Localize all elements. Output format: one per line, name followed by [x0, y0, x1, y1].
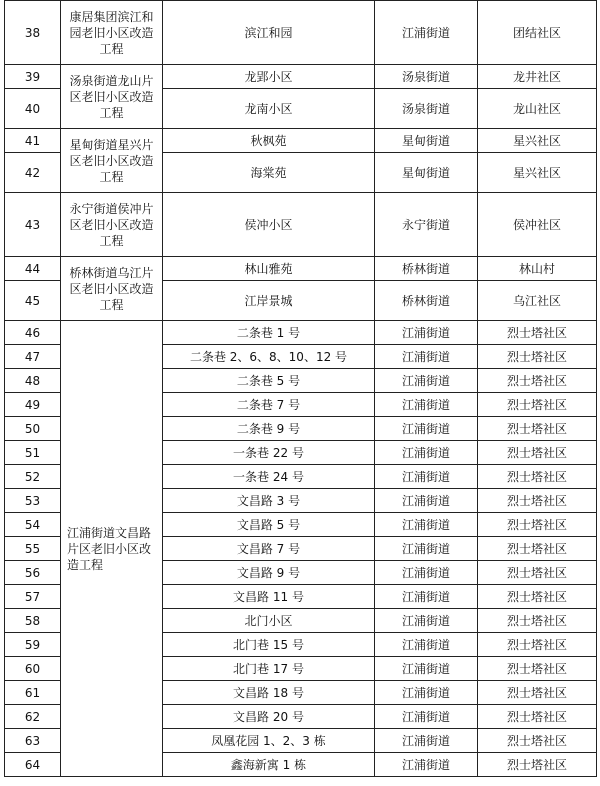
row-number: 45: [5, 281, 61, 321]
community-name: 二条巷 2、6、8、10、12 号: [163, 345, 375, 369]
street-name: 江浦街道: [375, 561, 478, 585]
community-name: 北门小区: [163, 609, 375, 633]
neighborhood-name: 烈士塔社区: [478, 369, 597, 393]
street-name: 永宁街道: [375, 193, 478, 257]
community-name: 二条巷 7 号: [163, 393, 375, 417]
community-name: 二条巷 9 号: [163, 417, 375, 441]
neighborhood-name: 烈士塔社区: [478, 633, 597, 657]
project-name: 康居集团滨江和园老旧小区改造工程: [61, 1, 163, 65]
row-number: 40: [5, 89, 61, 129]
street-name: 江浦街道: [375, 345, 478, 369]
community-name: 滨江和园: [163, 1, 375, 65]
community-name: 凤凰花园 1、2、3 栋: [163, 729, 375, 753]
row-number: 59: [5, 633, 61, 657]
row-number: 39: [5, 65, 61, 89]
neighborhood-name: 烈士塔社区: [478, 465, 597, 489]
community-name: 北门巷 15 号: [163, 633, 375, 657]
project-table-page: [4, 0, 596, 777]
street-name: 江浦街道: [375, 393, 478, 417]
community-name: 龙郢小区: [163, 65, 375, 89]
project-name: 汤泉街道龙山片区老旧小区改造工程: [61, 65, 163, 129]
row-number: 42: [5, 153, 61, 193]
neighborhood-name: 团结社区: [478, 1, 597, 65]
neighborhood-name: 烈士塔社区: [478, 729, 597, 753]
neighborhood-name: 龙山社区: [478, 89, 597, 129]
community-name: 北门巷 17 号: [163, 657, 375, 681]
community-name: 海棠苑: [163, 153, 375, 193]
community-name: 文昌路 11 号: [163, 585, 375, 609]
community-name: 二条巷 5 号: [163, 369, 375, 393]
community-name: 文昌路 5 号: [163, 513, 375, 537]
row-number: 50: [5, 417, 61, 441]
street-name: 江浦街道: [375, 609, 478, 633]
row-number: 46: [5, 321, 61, 345]
neighborhood-name: 烈士塔社区: [478, 537, 597, 561]
street-name: 汤泉街道: [375, 89, 478, 129]
street-name: 桥林街道: [375, 257, 478, 281]
row-number: 53: [5, 489, 61, 513]
row-number: 63: [5, 729, 61, 753]
row-number: 43: [5, 193, 61, 257]
row-number: 38: [5, 1, 61, 65]
street-name: 江浦街道: [375, 465, 478, 489]
row-number: 64: [5, 753, 61, 777]
project-name: 江浦街道文昌路片区老旧小区改造工程: [61, 321, 163, 777]
street-name: 江浦街道: [375, 753, 478, 777]
community-name: 秋枫苑: [163, 129, 375, 153]
street-name: 桥林街道: [375, 281, 478, 321]
neighborhood-name: 烈士塔社区: [478, 609, 597, 633]
table-row: [5, 129, 597, 153]
neighborhood-name: 烈士塔社区: [478, 561, 597, 585]
project-name: 星甸街道星兴片区老旧小区改造工程: [61, 129, 163, 193]
community-name: 江岸景城: [163, 281, 375, 321]
street-name: 江浦街道: [375, 369, 478, 393]
table-body: [5, 1, 597, 777]
neighborhood-name: 烈士塔社区: [478, 585, 597, 609]
community-name: 龙南小区: [163, 89, 375, 129]
row-number: 48: [5, 369, 61, 393]
neighborhood-name: 乌江社区: [478, 281, 597, 321]
street-name: 江浦街道: [375, 729, 478, 753]
community-name: 鑫海新寓 1 栋: [163, 753, 375, 777]
row-number: 56: [5, 561, 61, 585]
neighborhood-name: 烈士塔社区: [478, 441, 597, 465]
neighborhood-name: 烈士塔社区: [478, 393, 597, 417]
row-number: 61: [5, 681, 61, 705]
table-row: [5, 257, 597, 281]
row-number: 57: [5, 585, 61, 609]
table-row: [5, 193, 597, 257]
neighborhood-name: 烈士塔社区: [478, 681, 597, 705]
neighborhood-name: 星兴社区: [478, 129, 597, 153]
community-name: 林山雅苑: [163, 257, 375, 281]
neighborhood-name: 林山村: [478, 257, 597, 281]
street-name: 江浦街道: [375, 441, 478, 465]
neighborhood-name: 烈士塔社区: [478, 321, 597, 345]
table-row: [5, 1, 597, 65]
street-name: 江浦街道: [375, 1, 478, 65]
street-name: 江浦街道: [375, 417, 478, 441]
neighborhood-name: 烈士塔社区: [478, 705, 597, 729]
community-name: 文昌路 7 号: [163, 537, 375, 561]
community-name: 文昌路 18 号: [163, 681, 375, 705]
street-name: 江浦街道: [375, 321, 478, 345]
street-name: 汤泉街道: [375, 65, 478, 89]
table-row: [5, 65, 597, 89]
community-name: 一条巷 24 号: [163, 465, 375, 489]
row-number: 62: [5, 705, 61, 729]
row-number: 58: [5, 609, 61, 633]
neighborhood-name: 烈士塔社区: [478, 657, 597, 681]
row-number: 60: [5, 657, 61, 681]
neighborhood-name: 烈士塔社区: [478, 753, 597, 777]
street-name: 江浦街道: [375, 705, 478, 729]
street-name: 江浦街道: [375, 489, 478, 513]
community-name: 文昌路 20 号: [163, 705, 375, 729]
community-name: 一条巷 22 号: [163, 441, 375, 465]
neighborhood-name: 星兴社区: [478, 153, 597, 193]
neighborhood-name: 侯冲社区: [478, 193, 597, 257]
community-name: 文昌路 9 号: [163, 561, 375, 585]
project-name: 永宁街道侯冲片区老旧小区改造工程: [61, 193, 163, 257]
row-number: 55: [5, 537, 61, 561]
project-name: 桥林街道乌江片区老旧小区改造工程: [61, 257, 163, 321]
neighborhood-name: 烈士塔社区: [478, 417, 597, 441]
community-name: 文昌路 3 号: [163, 489, 375, 513]
street-name: 江浦街道: [375, 537, 478, 561]
street-name: 江浦街道: [375, 657, 478, 681]
community-name: 二条巷 1 号: [163, 321, 375, 345]
street-name: 江浦街道: [375, 681, 478, 705]
row-number: 52: [5, 465, 61, 489]
project-table: [4, 0, 597, 777]
neighborhood-name: 龙井社区: [478, 65, 597, 89]
neighborhood-name: 烈士塔社区: [478, 345, 597, 369]
row-number: 49: [5, 393, 61, 417]
street-name: 江浦街道: [375, 585, 478, 609]
street-name: 江浦街道: [375, 633, 478, 657]
row-number: 51: [5, 441, 61, 465]
row-number: 44: [5, 257, 61, 281]
street-name: 星甸街道: [375, 153, 478, 193]
community-name: 侯冲小区: [163, 193, 375, 257]
row-number: 54: [5, 513, 61, 537]
neighborhood-name: 烈士塔社区: [478, 513, 597, 537]
street-name: 星甸街道: [375, 129, 478, 153]
row-number: 41: [5, 129, 61, 153]
neighborhood-name: 烈士塔社区: [478, 489, 597, 513]
street-name: 江浦街道: [375, 513, 478, 537]
table-row: [5, 321, 597, 345]
row-number: 47: [5, 345, 61, 369]
